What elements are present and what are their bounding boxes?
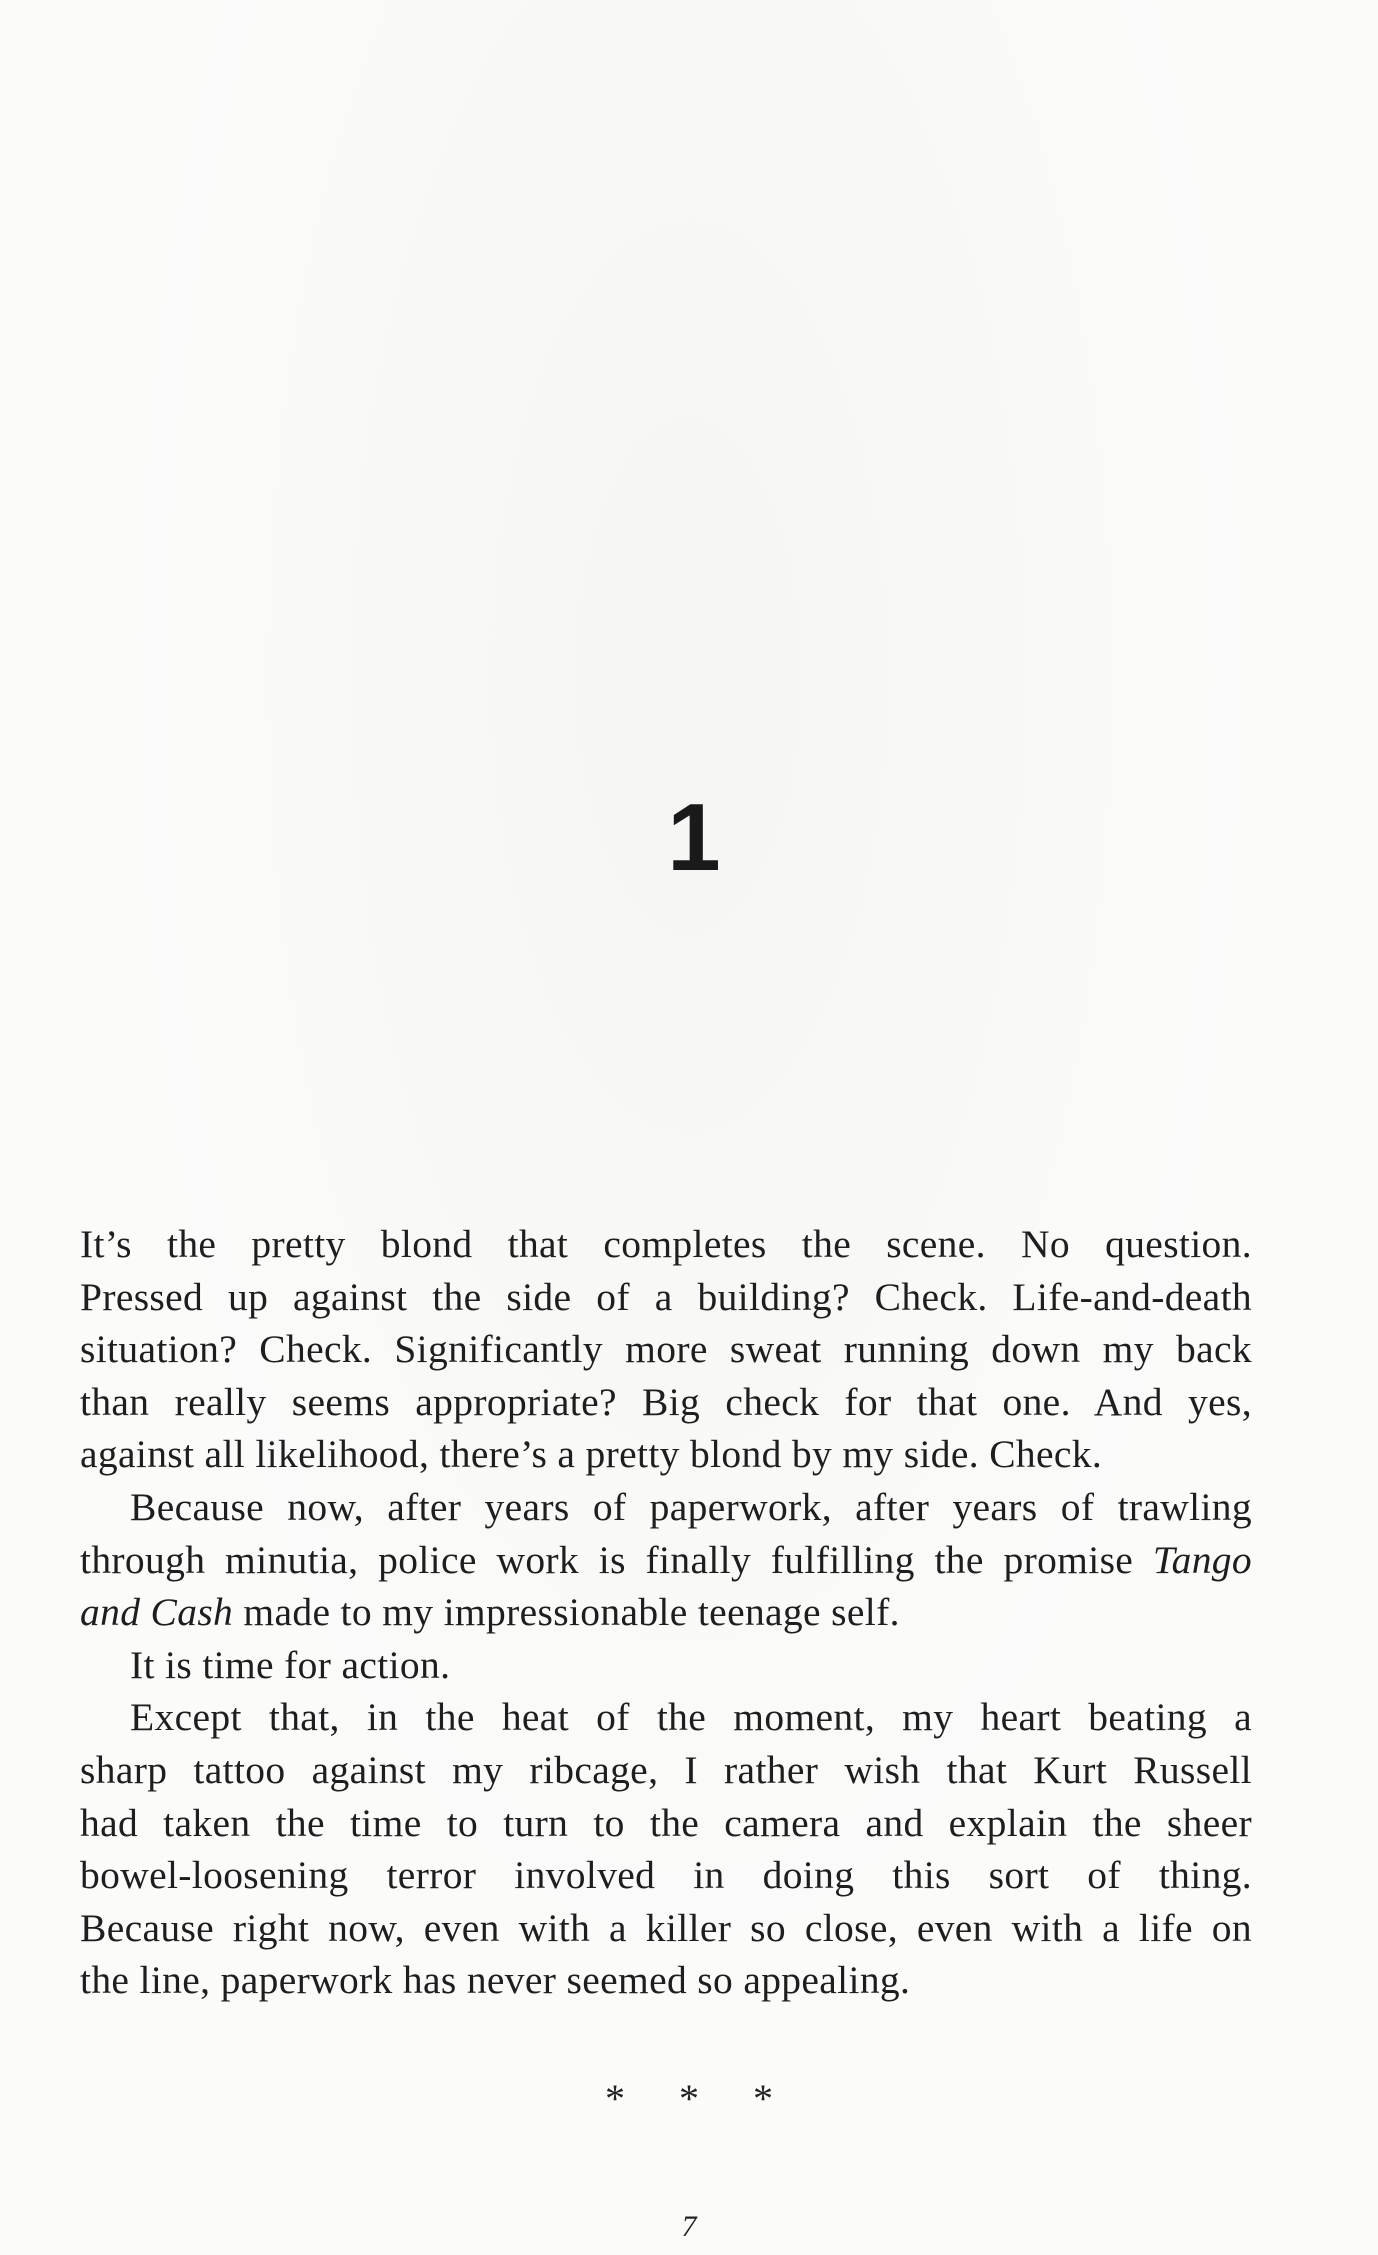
text-line: bowel-loosening terror involved in doing this sort of thing.: [80, 1853, 1252, 1898]
text-line: had taken the time to turn to the camera and explain the sheer: [80, 1800, 1252, 1845]
text-line: Because now, after years of paperwork, after years of trawling: [130, 1484, 1252, 1529]
page-number: 7: [681, 2210, 697, 2243]
paragraph-4: [80, 1691, 1252, 2007]
scene-break: * * *: [605, 2076, 795, 2121]
text-line: [80, 1534, 1252, 1587]
italic-title: Tango: [1152, 1537, 1252, 1582]
text-span: made to my impressionable teenage self.: [233, 1590, 900, 1635]
paragraph-2: [80, 1481, 1252, 1639]
text-line: It’s the pretty blond that completes the scene. No question.: [80, 1222, 1252, 1266]
text-line: sharp tattoo against my ribcage, I rather wish that Kurt Russell: [80, 1747, 1252, 1792]
text-line: Except that, in the heat of the moment, my heart beating a: [130, 1695, 1252, 1740]
text-span: through minutia, police work is finally fulfilling the promise: [80, 1537, 1153, 1582]
chapter-body: [80, 1218, 1252, 2007]
paragraph-1: [80, 1218, 1252, 1481]
text-line: It is time for action.: [130, 1642, 451, 1687]
text-line: situation? Check. Significantly more sweat running down my back: [80, 1327, 1252, 1372]
italic-title: and Cash: [80, 1590, 234, 1635]
text-line: against all likelihood, there’s a pretty blond by my side. Check.: [80, 1432, 1103, 1477]
text-line: Pressed up against the side of a building? Check. Life-and-death: [80, 1274, 1252, 1319]
text-line: Because right now, even with a killer so close, even with a life on: [80, 1905, 1252, 1950]
chapter-number: 1: [667, 784, 721, 891]
text-line: [80, 1586, 1252, 1639]
text-line: than really seems appropriate? Big check for that one. And yes,: [80, 1379, 1252, 1424]
paragraph-3: [80, 1639, 1252, 1692]
text-line: the line, paperwork has never seemed so appealing.: [80, 1958, 911, 2003]
